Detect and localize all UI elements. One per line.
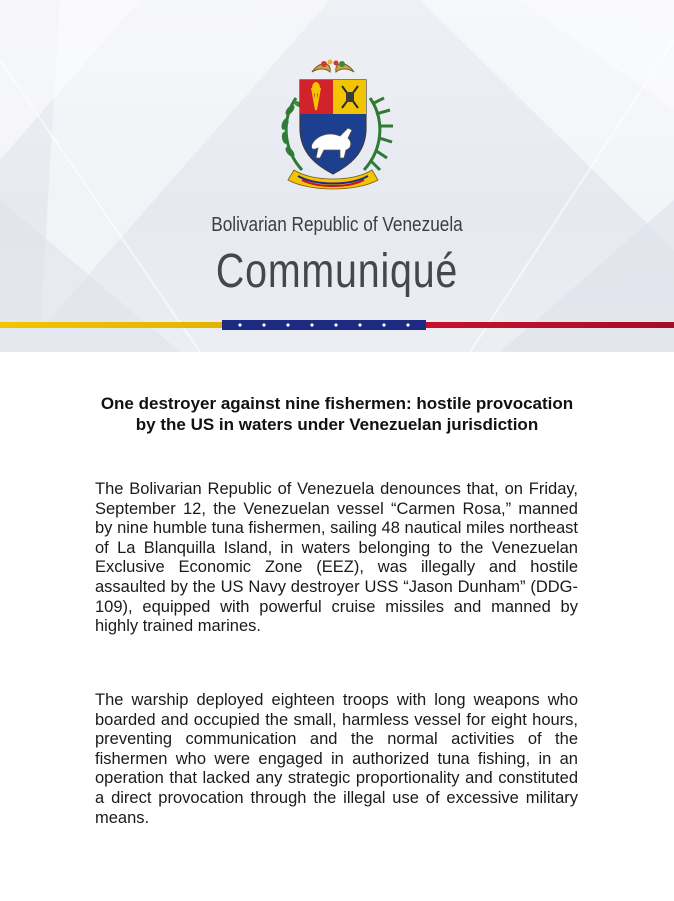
document-type-title: Communiqué: [215, 245, 459, 298]
paragraph-2: The warship deployed eighteen troops with long weapons who boarded and occupied the small, harmless vessel for eight hours, preventing communication and the normal activities of the fishermen who were engaged in authorized tuna fishing, in an operation that lacked any strategic proportionality and constituted a direct provocation through the illegal use of excessive military means.: [95, 691, 578, 827]
flag-color-stripe: [0, 320, 674, 330]
issuer-title: Bolivarian Republic of Venezuela: [211, 214, 463, 236]
paragraph-1: The Bolivarian Republic of Venezuela denounces that, on Friday, September 12, the Venezuelan vessel “Carmen Rosa,” manned by nine humble tuna fishermen, sailing 48 nautical miles northeast of La Blanquilla Island, in waters belonging to the Venezuelan Exclusive Economic Zone (EEZ), was illegally and hostile assaulted by the US Navy destroyer USS “Jason Dunham” (DDG-109), equipped with powerful cruise missiles and manned by highly trained marines.: [95, 480, 578, 636]
communique-headline: One destroyer against nine fishermen: hostile provocation by the US in waters under Venezuelan jurisdiction: [100, 394, 574, 434]
communique-banner: [0, 0, 674, 352]
venezuela-coat-of-arms-emblem: [268, 58, 398, 193]
